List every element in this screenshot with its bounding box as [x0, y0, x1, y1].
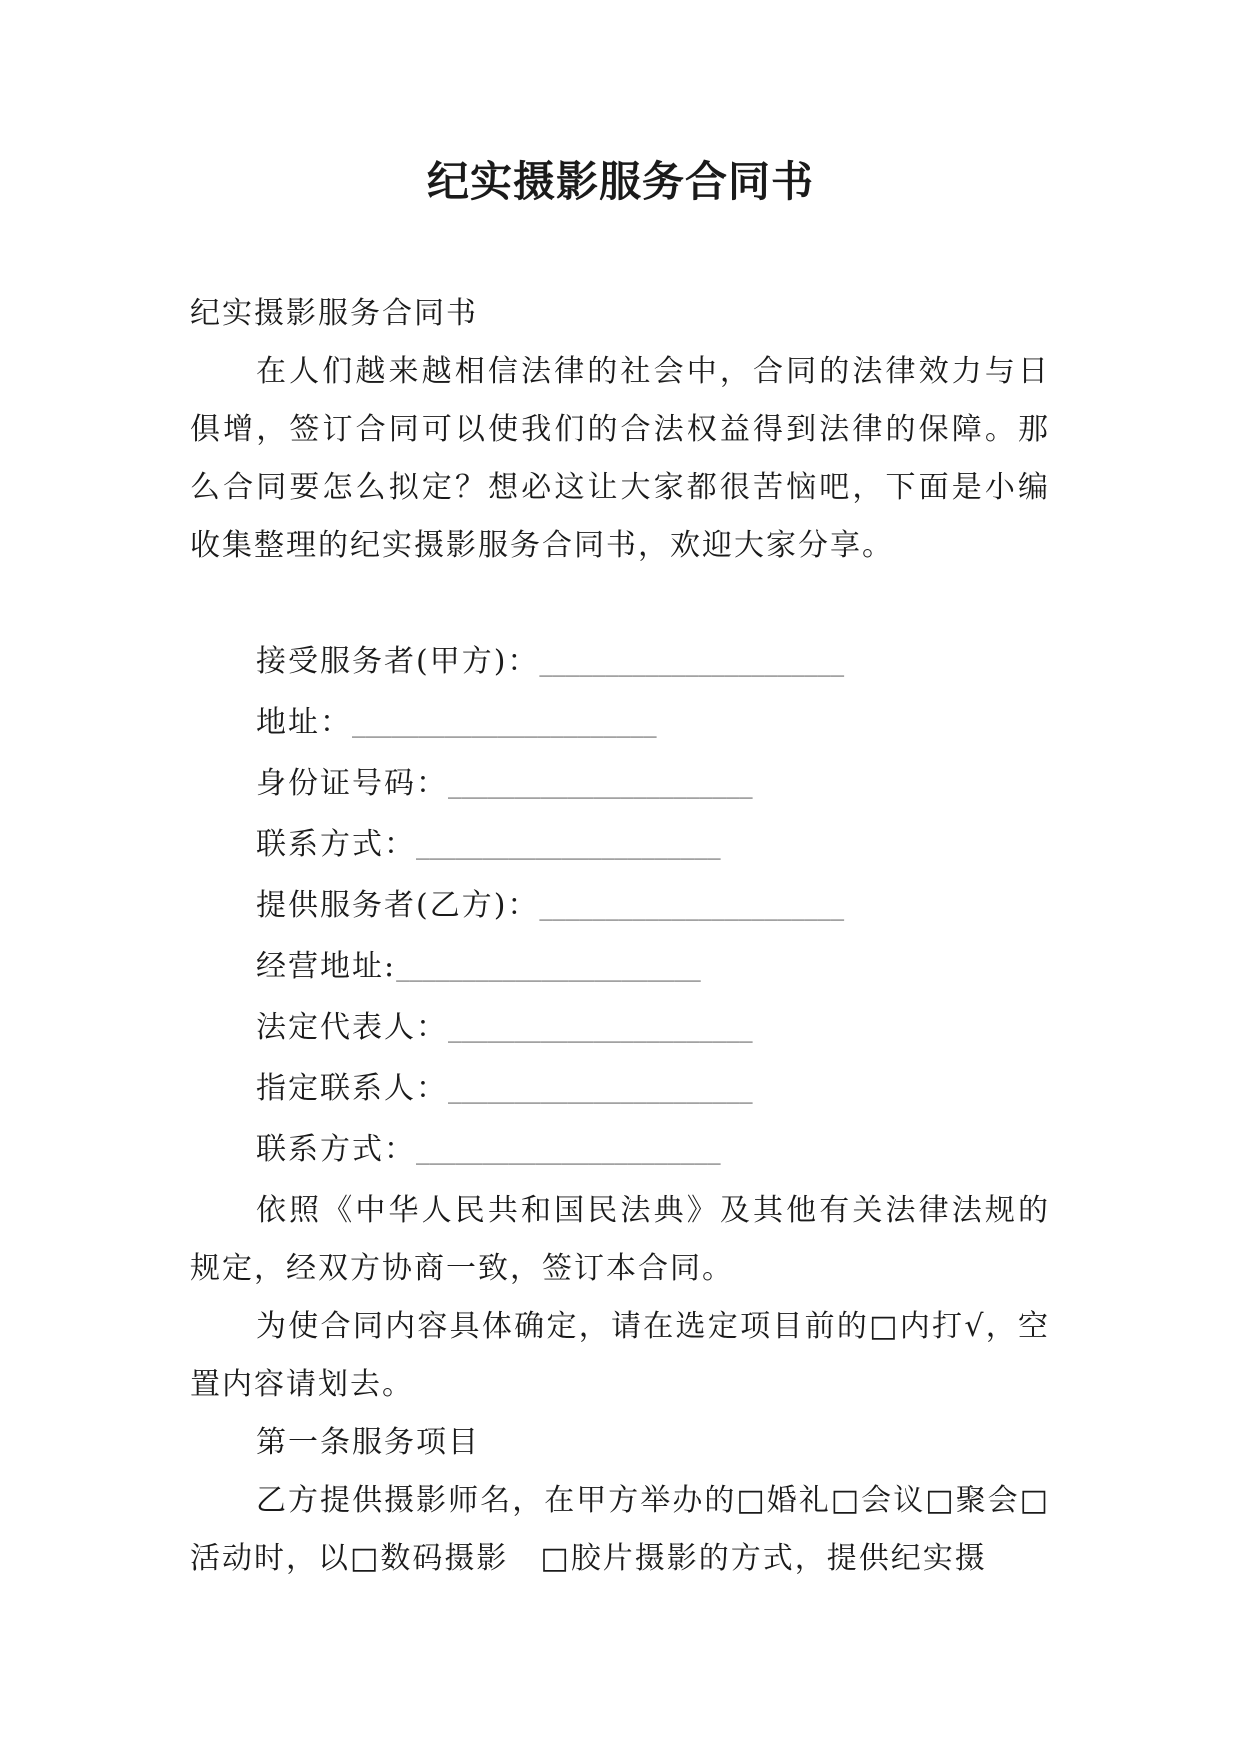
- party-b-contact-field: [190, 1121, 1050, 1182]
- party-b-business-address-field: [190, 938, 1050, 999]
- party-b-name-field: [190, 877, 1050, 938]
- fill-in-blank: _______________________: [396, 957, 701, 982]
- fill-in-blank: _______________________: [352, 713, 657, 738]
- field-label: 指定联系人：: [256, 1071, 448, 1106]
- legal-basis-paragraph: 依照《中华人民共和国民法典》及其他有关法律法规的规定，经双方协商一致，签订本合同。: [190, 1193, 1050, 1286]
- party-a-name-field: [190, 633, 1050, 694]
- field-label: 经营地址:: [256, 949, 397, 984]
- party-a-contact-field: [190, 816, 1050, 877]
- field-label: 联系方式：: [256, 827, 416, 862]
- intro-paragraph: 在人们越来越相信法律的社会中，合同的法律效力与日俱增，签订合同可以使我们的合法权益得到法律的保障。那么合同要怎么拟定？想必这让大家都很苦恼吧，下面是小编收集整理的纪实摄影服务合同书，欢迎大家分享。: [190, 354, 1050, 563]
- fill-in-blank: _______________________: [539, 652, 845, 677]
- party-a-id-number-field: [190, 755, 1050, 816]
- fill-in-blank: _______________________: [448, 1018, 753, 1043]
- field-label: 联系方式：: [256, 1132, 416, 1167]
- party-a-address-field: [190, 694, 1050, 755]
- fill-in-blank: _______________________: [448, 774, 753, 799]
- field-label: 接受服务者(甲方)：: [256, 644, 540, 679]
- field-label: 地址：: [256, 705, 352, 740]
- section-spacer: [190, 575, 1050, 633]
- party-b-designated-contact-field: [190, 1060, 1050, 1121]
- fill-in-blank: _______________________: [416, 1140, 721, 1165]
- field-label: 法定代表人：: [256, 1010, 448, 1045]
- instruction-paragraph: 为使合同内容具体确定，请在选定项目前的□内打√，空置内容请划去。: [190, 1309, 1050, 1402]
- field-label: 提供服务者(乙方)：: [256, 888, 540, 923]
- fill-in-blank: _______________________: [539, 896, 845, 921]
- field-label: 身份证号码：: [256, 766, 448, 801]
- document-body: [190, 285, 1050, 1588]
- document-subtitle: 纪实摄影服务合同书: [190, 296, 478, 331]
- party-b-legal-representative-field: [190, 999, 1050, 1060]
- article-1-body: 乙方提供摄影师名，在甲方举办的□婚礼□会议□聚会□活动时，以□数码摄影 □胶片摄影的方式，提供纪实摄: [190, 1483, 1050, 1576]
- fill-in-blank: _______________________: [448, 1079, 753, 1104]
- fill-in-blank: _______________________: [416, 835, 721, 860]
- document-title: 纪实摄影服务合同书: [426, 157, 814, 206]
- article-1-heading: 第一条服务项目: [256, 1425, 480, 1460]
